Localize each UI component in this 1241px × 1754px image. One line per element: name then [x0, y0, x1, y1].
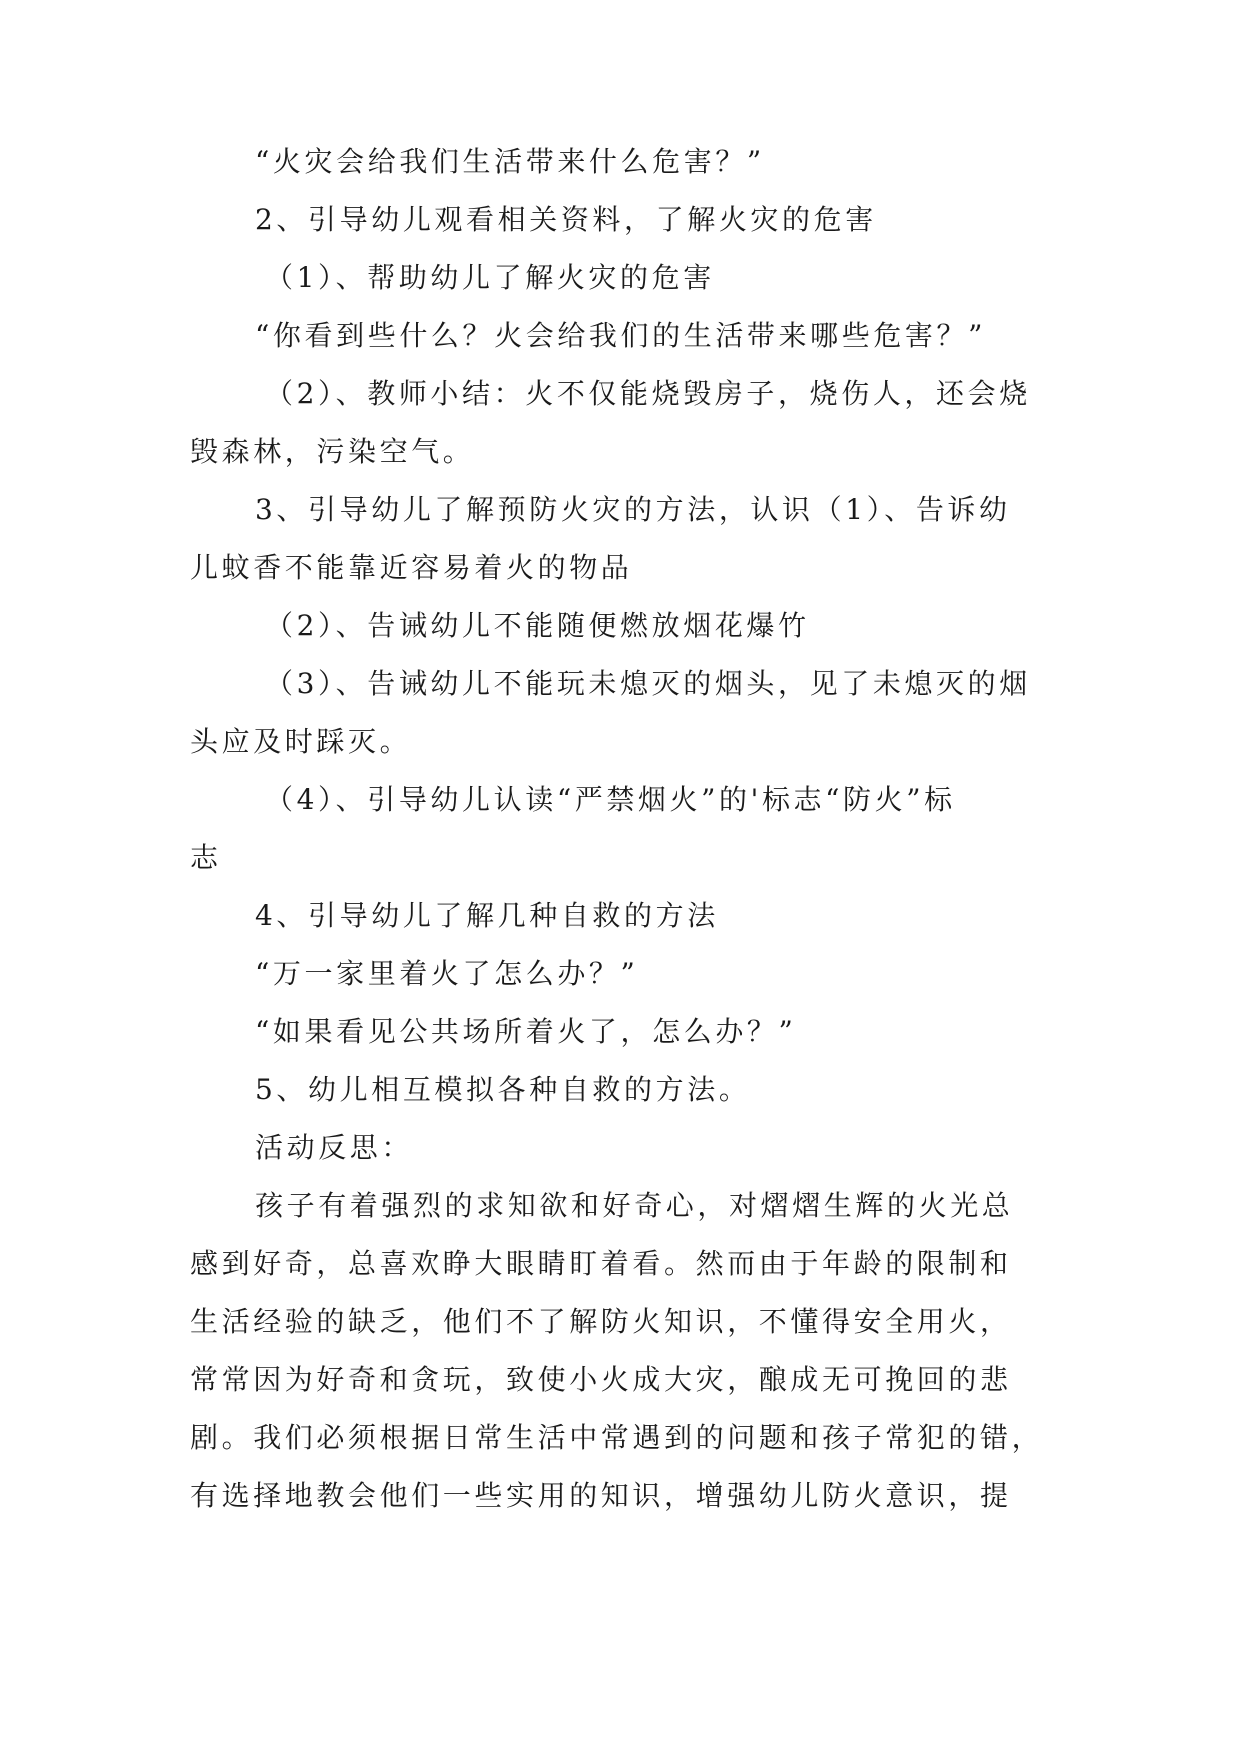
text-line: 儿蚊香不能靠近容易着火的物品	[190, 551, 633, 584]
text-line: （4）、引导幼儿认读“严禁烟火”的'标志“防火”标	[265, 783, 956, 816]
text-line: “你看到些什么？火会给我们的生活带来哪些危害？”	[255, 319, 987, 352]
text-line: 感到好奇，总喜欢睁大眼睛盯着看。然而由于年龄的限制和	[190, 1247, 1012, 1280]
text-line: 生活经验的缺乏，他们不了解防火知识，不懂得安全用火，	[190, 1305, 1012, 1338]
text-line: 3、引导幼儿了解预防火灾的方法，认识（1）、告诉幼	[255, 493, 1011, 526]
text-line: 毁森林，污染空气。	[190, 435, 475, 468]
text-line: 2、引导幼儿观看相关资料，了解火灾的危害	[255, 203, 877, 236]
text-line: 志	[190, 841, 222, 874]
text-line: 常常因为好奇和贪玩，致使小火成大灾，酿成无可挽回的悲	[190, 1363, 1012, 1396]
text-line: （2）、告诫幼儿不能随便燃放烟花爆竹	[265, 609, 810, 642]
text-line: （1）、帮助幼儿了解火灾的危害	[265, 261, 715, 294]
text-line: “火灾会给我们生活带来什么危害？”	[255, 145, 765, 178]
text-line: （2）、教师小结：火不仅能烧毁房子，烧伤人，还会烧	[265, 377, 1031, 410]
text-line: 4、引导幼儿了解几种自救的方法	[255, 899, 719, 932]
text-line: 剧。我们必须根据日常生活中常遇到的问题和孩子常犯的错，	[190, 1421, 1044, 1454]
text-line: “万一家里着火了怎么办？”	[255, 957, 639, 990]
text-line: （3）、告诫幼儿不能玩未熄灭的烟头，见了未熄灭的烟	[265, 667, 1031, 700]
text-line: “如果看见公共场所着火了，怎么办？”	[255, 1015, 797, 1048]
text-line: 有选择地教会他们一些实用的知识，增强幼儿防火意识，提	[190, 1479, 1012, 1512]
text-line: 孩子有着强烈的求知欲和好奇心，对熠熠生辉的火光总	[255, 1189, 1014, 1222]
text-line: 活动反思：	[255, 1131, 414, 1164]
text-line: 5、幼儿相互模拟各种自救的方法。	[255, 1073, 751, 1106]
text-line: 头应及时踩灭。	[190, 725, 412, 758]
